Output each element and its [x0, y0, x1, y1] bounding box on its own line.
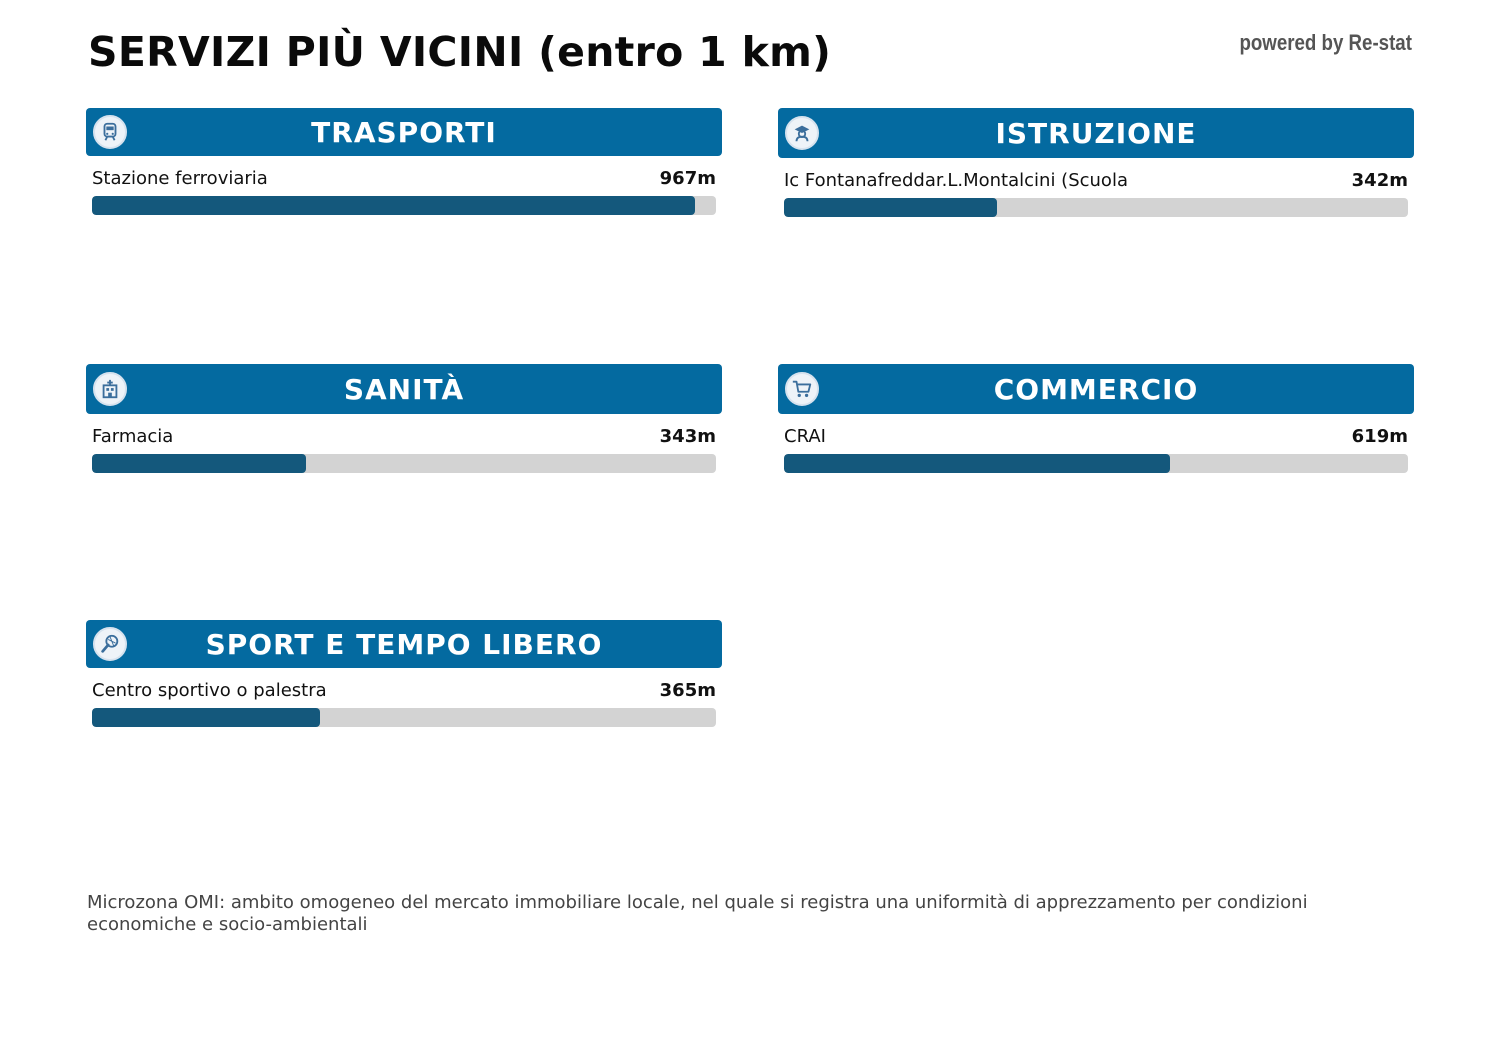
list-item: [778, 170, 1414, 217]
item-distance: 342m: [1351, 170, 1408, 191]
distance-bar-fill: [92, 454, 306, 473]
section-sport: [86, 620, 722, 727]
distance-bar-fill: [92, 708, 320, 727]
section-trasporti: [86, 108, 722, 215]
item-distance: 619m: [1351, 426, 1408, 447]
section-title: SANITÀ: [343, 372, 465, 406]
tennis-icon: [93, 627, 127, 661]
section-title: TRASPORTI: [311, 115, 497, 149]
section-header: [778, 108, 1414, 158]
section-title: SPORT E TEMPO LIBERO: [205, 627, 603, 661]
item-name: CRAI: [784, 426, 826, 447]
student-icon: [785, 116, 819, 150]
list-item: [778, 426, 1414, 473]
item-distance: 343m: [659, 426, 716, 447]
section-header: [86, 620, 722, 668]
item-distance: 365m: [659, 680, 716, 701]
list-item: [86, 168, 722, 215]
list-item: [86, 680, 722, 727]
section-header: [86, 364, 722, 414]
page-title: SERVIZI PIÙ VICINI (entro 1 km): [88, 28, 832, 76]
section-sanita: [86, 364, 722, 473]
footnote: Microzona OMI: ambito omogeneo del mercato immobiliare locale, nel quale si registra una uniformità di apprezzamento per condizioni economiche e socio-ambientali: [87, 892, 1308, 935]
distance-bar: [92, 454, 716, 473]
section-title: COMMERCIO: [993, 372, 1199, 406]
section-commercio: [778, 364, 1414, 473]
distance-bar: [92, 708, 716, 727]
section-header: [86, 108, 722, 156]
item-name: Ic Fontanafreddar.L.Montalcini (Scuola: [784, 170, 1128, 191]
item-name: Farmacia: [92, 426, 174, 447]
distance-bar: [784, 198, 1408, 217]
item-distance: 967m: [659, 168, 716, 189]
distance-bar-fill: [784, 454, 1170, 473]
section-header: [778, 364, 1414, 414]
cart-icon: [785, 372, 819, 406]
distance-bar: [92, 196, 716, 215]
list-item: [86, 426, 722, 473]
train-icon: [93, 115, 127, 149]
distance-bar-fill: [784, 198, 997, 217]
section-title: ISTRUZIONE: [995, 116, 1197, 150]
section-istruzione: [778, 108, 1414, 217]
item-name: Stazione ferroviaria: [92, 168, 268, 189]
item-name: Centro sportivo o palestra: [92, 680, 327, 701]
distance-bar: [784, 454, 1408, 473]
distance-bar-fill: [92, 196, 695, 215]
hospital-icon: [93, 372, 127, 406]
powered-by-label: powered by Re-stat: [1239, 30, 1412, 55]
